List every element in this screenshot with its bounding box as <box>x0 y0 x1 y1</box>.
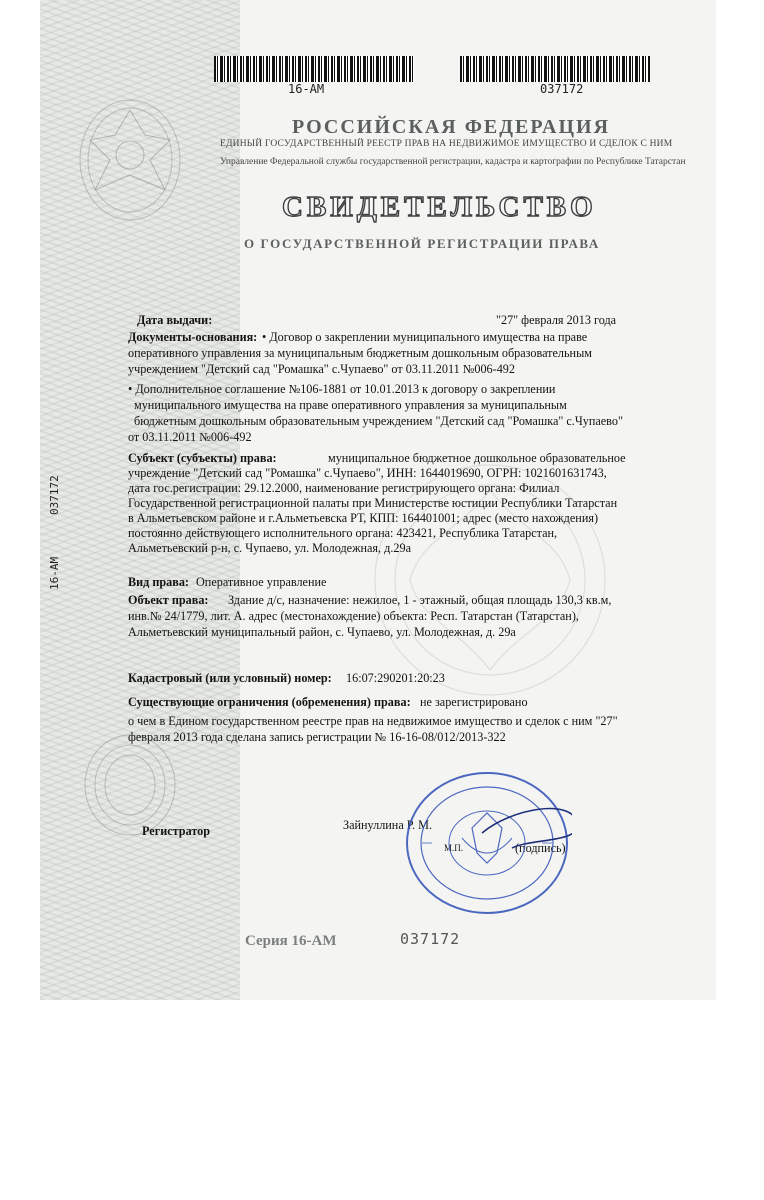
certificate-title: СВИДЕТЕЛЬСТВО <box>282 191 597 223</box>
object-label: Объект права: <box>128 593 209 607</box>
object-line: Альметьевский муниципальный район, с. Чупаево, ул. Молодежная, д. 29а <box>128 625 516 639</box>
encumbrance-label: Существующие ограничения (обременения) права: <box>128 695 411 709</box>
registrar-name: Зайнуллина Р. М. <box>343 818 433 832</box>
issue-date-label: Дата выдачи: <box>137 313 213 327</box>
registrar-label: Регистратор <box>142 824 211 838</box>
barcode-right <box>460 56 650 82</box>
object-line: Здание д/с, назначение: нежилое, 1 - этажный, общая площадь 130,3 кв.м, <box>228 593 612 607</box>
subject-line: дата гос.регистрации: 29.12.2000, наименование регистрирующего органа: Филиал <box>128 481 560 495</box>
certificate-subtitle: О ГОСУДАРСТВЕННОЙ РЕГИСТРАЦИИ ПРАВА <box>244 236 600 251</box>
docs-extra-line: бюджетным дошкольным образовательным учреждением "Детский сад "Ромашка" с.Чупаево" <box>134 414 623 428</box>
right-type-label: Вид права: <box>128 575 189 589</box>
docs-basis-line: оперативного управления за муниципальным бюджетным дошкольным образовательным <box>128 346 592 360</box>
vertical-number: 037172 <box>48 475 61 515</box>
cadastral-label: Кадастровый (или условный) номер: <box>128 671 332 685</box>
right-type-value: Оперативное управление <box>196 575 327 589</box>
subject-line: постоянно действующего исполнительного органа: 423421, Республика Татарстан, <box>128 526 558 540</box>
subject-line: муниципальное бюджетное дошкольное образовательное <box>328 451 626 465</box>
barcode-right-caption: 037172 <box>540 82 584 96</box>
docs-basis-line: учреждением "Детский сад "Ромашка" с.Чупаево" от 03.11.2011 №006-492 <box>128 362 515 376</box>
record-line: февраля 2013 года сделана запись регистрации № 16-16-08/012/2013-322 <box>128 730 506 744</box>
series-number: 037172 <box>400 930 461 948</box>
country-title: РОССИЙСКАЯ ФЕДЕРАЦИЯ <box>292 116 611 138</box>
cadastral-value: 16:07:290201:20:23 <box>346 671 445 685</box>
guilloche-emblem-icon <box>70 90 190 230</box>
docs-extra-line: муниципального имущества на праве оперативного управления за муниципальным <box>134 398 567 412</box>
registry-line: ЕДИНЫЙ ГОСУДАРСТВЕННЫЙ РЕЕСТР ПРАВ НА НЕДВИЖИМОЕ ИМУЩЕСТВО И СДЕЛОК С НИМ <box>220 139 673 149</box>
subject-label: Субъект (субъекты) права: <box>128 451 277 465</box>
signature-caption: (подпись) <box>515 841 566 855</box>
docs-basis-label: Документы-основания: <box>128 330 258 344</box>
issue-date-value: "27" февраля 2013 года <box>496 313 617 327</box>
seal-mark: М.П. <box>444 843 464 853</box>
subject-line: Государственной регистрационной палаты при Министерстве юстиции Республики Татарстан <box>128 496 618 510</box>
barcode-left <box>214 56 414 82</box>
official-seal-icon <box>402 768 572 918</box>
record-line: о чем в Едином государственном реестре прав на недвижимое имущество и сделок с ним "27" <box>128 714 618 728</box>
vertical-series: 16-AM <box>48 556 61 590</box>
docs-extra-line: • Дополнительное соглашение №106-1881 от 10.01.2013 к договору о закреплении <box>128 382 556 396</box>
subject-line: Альметьевский р-н, с. Чупаево, ул. Молодежная, д.29а <box>128 541 411 555</box>
subject-line: в Альметьевском районе и г.Альметьевска РТ, КПП: 164401001; адрес (место нахождения) <box>128 511 599 525</box>
docs-extra-line: от 03.11.2011 №006-492 <box>128 430 252 444</box>
encumbrance-value: не зарегистрировано <box>420 695 528 709</box>
subject-line: учреждение "Детский сад "Ромашка" с.Чупаево", ИНН: 1644019690, ОГРН: 1021601631743, <box>128 466 607 480</box>
authority-line: Управление Федеральной службы государственной регистрации, кадастра и картографии по Республике Татарстан <box>220 157 686 167</box>
object-line: инв.№ 24/1779, лит. А. адрес (местонахождение) объекта: Респ. Татарстан (Татарстан), <box>128 609 579 623</box>
barcode-left-caption: 16-AM <box>288 82 325 96</box>
series-label: Серия 16-АМ <box>245 933 337 949</box>
docs-basis-line: • Договор о закреплении муниципального имущества на праве <box>262 330 588 344</box>
